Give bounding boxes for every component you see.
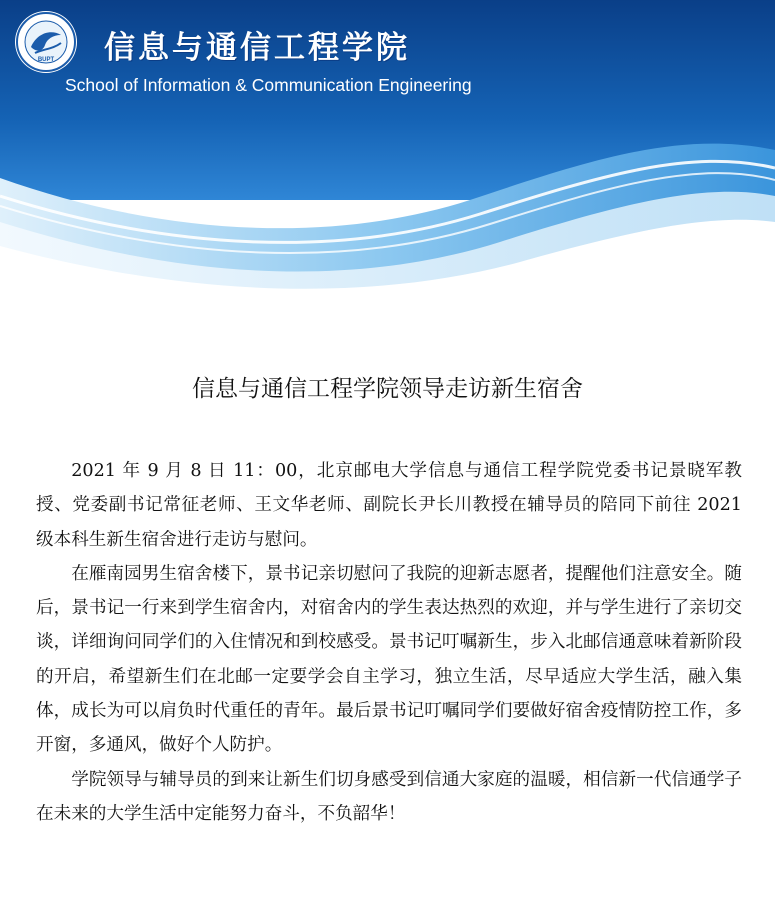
school-title-en: School of Information & Communication Engineering — [65, 75, 472, 95]
header-banner — [0, 0, 775, 290]
paragraph-2: 在雁南园男生宿舍楼下，景书记亲切慰问了我院的迎新志愿者，提醒他们注意安全。随后，景书记一行来到学生宿舍内，对宿舍内的学生表达热烈的欢迎，并与学生进行了亲切交谈，详细询问同学们的入住情况和到校感受。景书记叮嘱新生，步入北邮信通意味着新阶段的开启，希望新生们在北邮一定要学会自主学习，独立生活，尽早适应大学生活，融入集体，成长为可以肩负时代重任的青年。最后景书记叮嘱同学们要做好宿舍疫情防控工作，多开窗，多通风，做好个人防护。 — [36, 563, 742, 756]
article-body — [36, 454, 742, 831]
university-logo — [13, 9, 79, 75]
bupt-logo-icon — [13, 9, 79, 75]
school-title-cn: 信息与通信工程学院 — [104, 30, 410, 66]
paragraph-1: 2021 年 9 月 8 日 11：00，北京邮电大学信息与通信工程学院党委书记景晓军教授、党委副书记常征老师、王文华老师、副院长尹长川教授在辅导员的陪同下前往 2021 级本科生新生宿舍进行走访与慰问。 — [36, 461, 742, 550]
paragraph-3: 学院领导与辅导员的到来让新生们切身感受到信通大家庭的温暖，相信新一代信通学子在未来的大学生活中定能努力奋斗，不负韶华！ — [36, 769, 742, 824]
logo-text: BUPT — [37, 57, 55, 63]
article-title: 信息与通信工程学院领导走访新生宿舍 — [192, 376, 583, 402]
